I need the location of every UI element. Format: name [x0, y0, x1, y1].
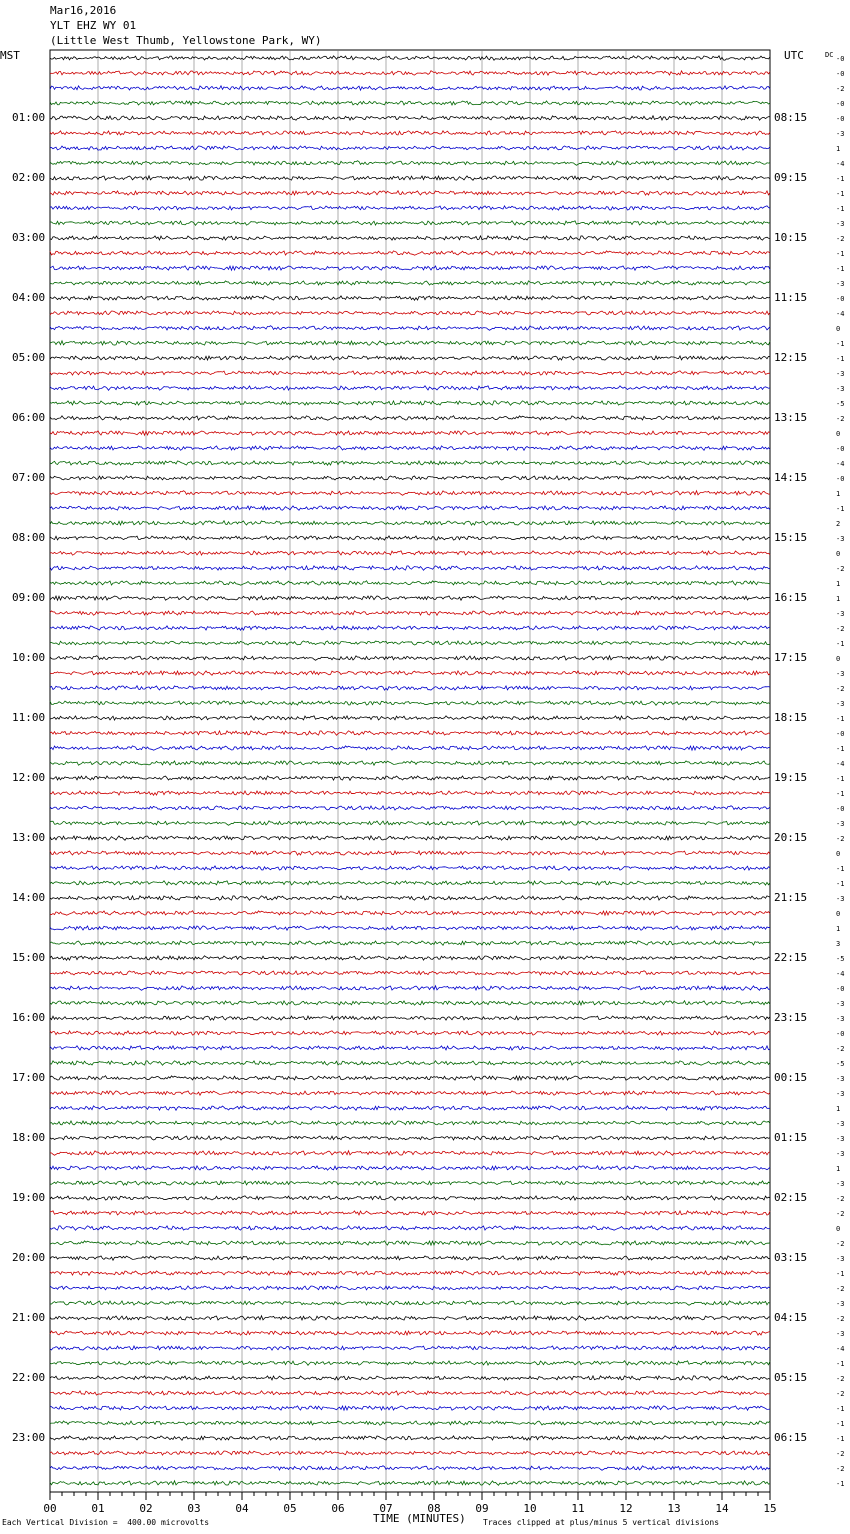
dc-offset-label: -4 — [836, 760, 845, 768]
trace-row — [50, 1001, 770, 1005]
trace-row — [50, 731, 770, 735]
dc-offset-label: -1 — [836, 865, 845, 873]
trace-row — [50, 431, 770, 435]
left-hour-label: 08:00 — [12, 531, 46, 544]
dc-offset-label: 0 — [836, 325, 841, 333]
dc-offset-label: -2 — [836, 1210, 845, 1218]
right-hour-label: 00:15 — [774, 1071, 808, 1084]
dc-offset-label: -3 — [836, 1255, 845, 1263]
trace-row — [50, 446, 770, 450]
trace-row — [50, 491, 770, 495]
dc-offset-label: -3 — [836, 130, 845, 138]
trace-row — [50, 1106, 770, 1110]
dc-offset-label: -2 — [836, 1375, 845, 1383]
dc-offset-label: -3 — [836, 1000, 845, 1008]
dc-offset-label: -1 — [836, 355, 845, 363]
trace-row — [50, 1451, 770, 1455]
left-hour-label: 14:00 — [12, 891, 46, 904]
dc-offset-label: -3 — [836, 1300, 845, 1308]
left-hour-label: 01:00 — [12, 111, 46, 124]
x-tick-label: 00 — [43, 1502, 57, 1515]
trace-row — [50, 1331, 770, 1335]
scale-note: Each Vertical Division = 400.00 microvolts — [2, 1518, 210, 1527]
left-hour-label: 23:00 — [12, 1431, 46, 1444]
left-hour-label: 06:00 — [12, 411, 46, 424]
right-hour-label: 14:15 — [774, 471, 808, 484]
trace-row — [50, 971, 770, 975]
dc-offset-label: -1 — [836, 250, 845, 258]
left-hour-label: 12:00 — [12, 771, 46, 784]
trace-row — [50, 1301, 770, 1305]
dc-offset-label: -3 — [836, 1180, 845, 1188]
dc-offset-label: -0 — [836, 295, 845, 303]
x-tick-label: 09 — [475, 1502, 489, 1515]
left-hour-label: 22:00 — [12, 1371, 46, 1384]
dc-offset-label: -5 — [836, 400, 845, 408]
dc-offset-label: -4 — [836, 460, 845, 468]
dc-offset-label: -3 — [836, 220, 845, 228]
trace-row — [50, 146, 770, 150]
right-hour-label: 01:15 — [774, 1131, 808, 1144]
right-hour-label: 06:15 — [774, 1431, 808, 1444]
dc-offset-label: -2 — [836, 1045, 845, 1053]
trace-row — [50, 761, 770, 765]
trace-row — [50, 656, 770, 660]
trace-row — [50, 236, 770, 240]
left-hour-label: 02:00 — [12, 171, 46, 184]
trace-row — [50, 56, 770, 60]
trace-row — [50, 1076, 770, 1080]
dc-offset-label: -0 — [836, 115, 845, 123]
trace-row — [50, 1376, 770, 1380]
right-hour-label: 09:15 — [774, 171, 808, 184]
x-tick-label: 11 — [571, 1502, 585, 1515]
left-timezone-label: MST — [0, 49, 20, 62]
dc-offset-label: -1 — [836, 640, 845, 648]
left-hour-label: 16:00 — [12, 1011, 46, 1024]
dc-offset-label: 1 — [836, 925, 841, 933]
dc-offset-label: -4 — [836, 310, 845, 318]
right-hour-label: 20:15 — [774, 831, 808, 844]
right-hour-label: 04:15 — [774, 1311, 808, 1324]
dc-offset-label: 0 — [836, 550, 841, 558]
right-hour-label: 11:15 — [774, 291, 808, 304]
trace-row — [50, 851, 770, 855]
dc-offset-label: -3 — [836, 1135, 845, 1143]
trace-row — [50, 401, 770, 405]
trace-row — [50, 956, 770, 960]
dc-offset-label: 0 — [836, 655, 841, 663]
location-label: (Little West Thumb, Yellowstone Park, WY) — [50, 34, 322, 47]
trace-row — [50, 671, 770, 675]
trace-row — [50, 1241, 770, 1245]
dc-offset-label: -3 — [836, 1330, 845, 1338]
trace-row — [50, 461, 770, 465]
right-hour-label: 18:15 — [774, 711, 808, 724]
trace-row — [50, 131, 770, 135]
right-hour-label: 15:15 — [774, 531, 808, 544]
dc-offset-label: -3 — [836, 1075, 845, 1083]
trace-row — [50, 566, 770, 570]
trace-row — [50, 986, 770, 990]
dc-offset-label: -3 — [836, 670, 845, 678]
trace-row — [50, 611, 770, 615]
trace-row — [50, 371, 770, 375]
trace-row — [50, 1391, 770, 1395]
right-hour-label: 05:15 — [774, 1371, 808, 1384]
dc-offset-label: -1 — [836, 715, 845, 723]
trace-row — [50, 161, 770, 165]
dc-offset-label: -1 — [836, 880, 845, 888]
trace-row — [50, 1421, 770, 1425]
dc-offset-label: -3 — [836, 1090, 845, 1098]
dc-offset-label: 0 — [836, 850, 841, 858]
dc-offset-label: -2 — [836, 685, 845, 693]
station-label: YLT EHZ WY 01 — [50, 19, 137, 32]
trace-row — [50, 746, 770, 750]
x-tick-label: 04 — [235, 1502, 249, 1515]
trace-row — [50, 1406, 770, 1410]
dc-offset-label: -4 — [836, 1345, 845, 1353]
right-hour-label: 22:15 — [774, 951, 808, 964]
trace-row — [50, 1091, 770, 1095]
trace-row — [50, 596, 770, 600]
dc-offset-label: -1 — [836, 265, 845, 273]
dc-offset-label: -1 — [836, 745, 845, 753]
trace-row — [50, 641, 770, 645]
trace-row — [50, 1061, 770, 1065]
dc-offset-label: -0 — [836, 475, 845, 483]
trace-row — [50, 776, 770, 780]
trace-row — [50, 101, 770, 105]
dc-offset-label: 1 — [836, 145, 841, 153]
trace-row — [50, 686, 770, 690]
trace-row — [50, 1436, 770, 1441]
trace-row — [50, 356, 770, 360]
trace-row — [50, 1466, 770, 1470]
dc-offset-label: -3 — [836, 370, 845, 378]
right-hour-label: 13:15 — [774, 411, 808, 424]
x-tick-label: 01 — [91, 1502, 105, 1515]
trace-row — [50, 626, 770, 630]
left-hour-label: 19:00 — [12, 1191, 46, 1204]
trace-row — [50, 221, 770, 225]
dc-offset-label: -0 — [836, 100, 845, 108]
dc-offset-label: -3 — [836, 385, 845, 393]
trace-row — [50, 911, 770, 915]
right-hour-label: 10:15 — [774, 231, 808, 244]
x-tick-label: 08 — [427, 1502, 441, 1515]
dc-offset-label: -0 — [836, 805, 845, 813]
trace-row — [50, 581, 770, 585]
dc-offset-label: 3 — [836, 940, 841, 948]
dc-offset-label: -3 — [836, 610, 845, 618]
trace-row — [50, 551, 770, 555]
dc-offset-label: -2 — [836, 835, 845, 843]
dc-offset-label: -1 — [836, 1420, 845, 1428]
left-hour-label: 20:00 — [12, 1251, 46, 1264]
trace-row — [50, 1151, 770, 1155]
trace-row — [50, 521, 770, 525]
trace-row — [50, 1271, 770, 1276]
trace-row — [50, 191, 770, 195]
dc-offset-label: -2 — [836, 235, 845, 243]
dc-offset-label: -2 — [836, 1240, 845, 1248]
dc-offset-label: -2 — [836, 85, 845, 93]
dc-offset-label: -1 — [836, 190, 845, 198]
trace-row — [50, 716, 770, 720]
right-hour-label: 08:15 — [774, 111, 808, 124]
left-hour-label: 17:00 — [12, 1071, 46, 1084]
left-hour-label: 18:00 — [12, 1131, 46, 1144]
trace-row — [50, 1166, 770, 1170]
trace-row — [50, 296, 770, 301]
trace-row — [50, 926, 770, 930]
trace-row — [50, 116, 770, 120]
right-hour-label: 02:15 — [774, 1191, 808, 1204]
trace-row — [50, 806, 770, 810]
dc-offset-label: 1 — [836, 1105, 841, 1113]
x-tick-label: 05 — [283, 1502, 297, 1515]
dc-offset-label: -2 — [836, 415, 845, 423]
dc-offset-label: -1 — [836, 1480, 845, 1488]
trace-row — [50, 791, 770, 795]
right-hour-label: 12:15 — [774, 351, 808, 364]
trace-row — [50, 1121, 770, 1125]
trace-row — [50, 941, 770, 945]
x-tick-label: 06 — [331, 1502, 345, 1515]
trace-row — [50, 836, 770, 840]
dc-offset-label: -2 — [836, 1195, 845, 1203]
dc-offset-label: -2 — [836, 625, 845, 633]
trace-row — [50, 1181, 770, 1185]
trace-row — [50, 1031, 770, 1035]
dc-offset-label: -0 — [836, 70, 845, 78]
date-label: Mar16,2016 — [50, 4, 117, 17]
trace-row — [50, 416, 770, 420]
dc-offset-label: -3 — [836, 1150, 845, 1158]
trace-row — [50, 86, 770, 90]
left-hour-label: 07:00 — [12, 471, 46, 484]
trace-row — [50, 1346, 770, 1350]
trace-row — [50, 701, 770, 705]
trace-row — [50, 251, 770, 255]
left-hour-label: 09:00 — [12, 591, 46, 604]
x-tick-label: 03 — [187, 1502, 201, 1515]
right-hour-label: 03:15 — [774, 1251, 808, 1264]
trace-row — [50, 506, 770, 510]
dc-offset-label: -4 — [836, 160, 845, 168]
dc-offset-label: 1 — [836, 1165, 841, 1173]
dc-offset-label: 2 — [836, 520, 841, 528]
dc-offset-label: -1 — [836, 775, 845, 783]
dc-offset-label: 1 — [836, 490, 841, 498]
trace-row — [50, 1286, 770, 1290]
trace-row — [50, 311, 770, 315]
dc-offset-label: 0 — [836, 1225, 841, 1233]
dc-offset-label: -2 — [836, 1285, 845, 1293]
dc-offset-label: -3 — [836, 895, 845, 903]
dc-offset-label: -0 — [836, 730, 845, 738]
trace-row — [50, 176, 770, 180]
x-tick-label: 14 — [715, 1502, 729, 1515]
trace-row — [50, 71, 770, 75]
left-hour-label: 15:00 — [12, 951, 46, 964]
dc-offset-label: -5 — [836, 955, 845, 963]
dc-offset-label: -3 — [836, 535, 845, 543]
dc-offset-label: -1 — [836, 1435, 845, 1443]
dc-offset-label: -0 — [836, 1030, 845, 1038]
trace-row — [50, 536, 770, 540]
right-hour-label: 16:15 — [774, 591, 808, 604]
dc-offset-label: -1 — [836, 505, 845, 513]
trace-row — [50, 326, 770, 330]
trace-row — [50, 1196, 770, 1200]
trace-row — [50, 266, 770, 270]
trace-row — [50, 896, 770, 900]
right-hour-label: 19:15 — [774, 771, 808, 784]
dc-offset-label: -3 — [836, 1015, 845, 1023]
dc-offset-label: 0 — [836, 430, 841, 438]
trace-row — [50, 386, 770, 390]
trace-row — [50, 1136, 770, 1140]
dc-offset-label: -1 — [836, 1270, 845, 1278]
trace-row — [50, 1316, 770, 1320]
dc-offset-label: 0 — [836, 910, 841, 918]
dc-offset-label: -2 — [836, 565, 845, 573]
dc-offset-label: -1 — [836, 340, 845, 348]
dc-offset-label: -1 — [836, 205, 845, 213]
trace-row — [50, 1016, 770, 1020]
x-axis-label: TIME (MINUTES) — [373, 1512, 466, 1525]
dc-offset-label: -3 — [836, 1120, 845, 1128]
clip-note: Traces clipped at plus/minus 5 vertical divisions — [483, 1518, 720, 1527]
x-tick-label: 12 — [619, 1502, 633, 1515]
x-tick-label: 13 — [667, 1502, 681, 1515]
dc-offset-label: -1 — [836, 175, 845, 183]
trace-row — [50, 476, 770, 480]
trace-row — [50, 1481, 770, 1485]
trace-row — [50, 1256, 770, 1260]
dc-offset-label: -2 — [836, 1315, 845, 1323]
left-hour-label: 13:00 — [12, 831, 46, 844]
dc-offset-label: -2 — [836, 1465, 845, 1473]
dc-offset-label: -3 — [836, 280, 845, 288]
dc-offset-label: -5 — [836, 1060, 845, 1068]
left-hour-label: 10:00 — [12, 651, 46, 664]
left-hour-label: 11:00 — [12, 711, 46, 724]
left-hour-label: 03:00 — [12, 231, 46, 244]
dc-offset-label: -3 — [836, 820, 845, 828]
trace-row — [50, 206, 770, 210]
x-tick-label: 10 — [523, 1502, 537, 1515]
dc-offset-label: -1 — [836, 1405, 845, 1413]
trace-row — [50, 866, 770, 870]
dc-offset-label: -0 — [836, 55, 845, 63]
trace-row — [50, 281, 770, 285]
dc-offset-label: -0 — [836, 985, 845, 993]
trace-row — [50, 341, 770, 345]
right-hour-label: 21:15 — [774, 891, 808, 904]
trace-row — [50, 821, 770, 825]
dc-offset-label: -1 — [836, 1360, 845, 1368]
dc-offset-label: -1 — [836, 790, 845, 798]
dc-offset-label: 1 — [836, 580, 841, 588]
trace-row — [50, 1211, 770, 1215]
x-tick-label: 02 — [139, 1502, 153, 1515]
trace-row — [50, 1226, 770, 1231]
right-timezone-label: UTC — [784, 49, 804, 62]
dc-offset-label: -3 — [836, 700, 845, 708]
left-hour-label: 21:00 — [12, 1311, 46, 1324]
trace-row — [50, 881, 770, 885]
right-hour-label: 23:15 — [774, 1011, 808, 1024]
trace-row — [50, 1361, 770, 1365]
dc-offset-label: -0 — [836, 445, 845, 453]
x-tick-label: 15 — [763, 1502, 777, 1515]
dc-offset-label: -2 — [836, 1450, 845, 1458]
trace-row — [50, 1046, 770, 1050]
dc-label: DC — [825, 51, 834, 59]
dc-offset-label: -4 — [836, 970, 845, 978]
dc-offset-label: 1 — [836, 595, 841, 603]
dc-offset-label: -2 — [836, 1390, 845, 1398]
right-hour-label: 17:15 — [774, 651, 808, 664]
left-hour-label: 05:00 — [12, 351, 46, 364]
x-tick-label: 07 — [379, 1502, 393, 1515]
left-hour-label: 04:00 — [12, 291, 46, 304]
